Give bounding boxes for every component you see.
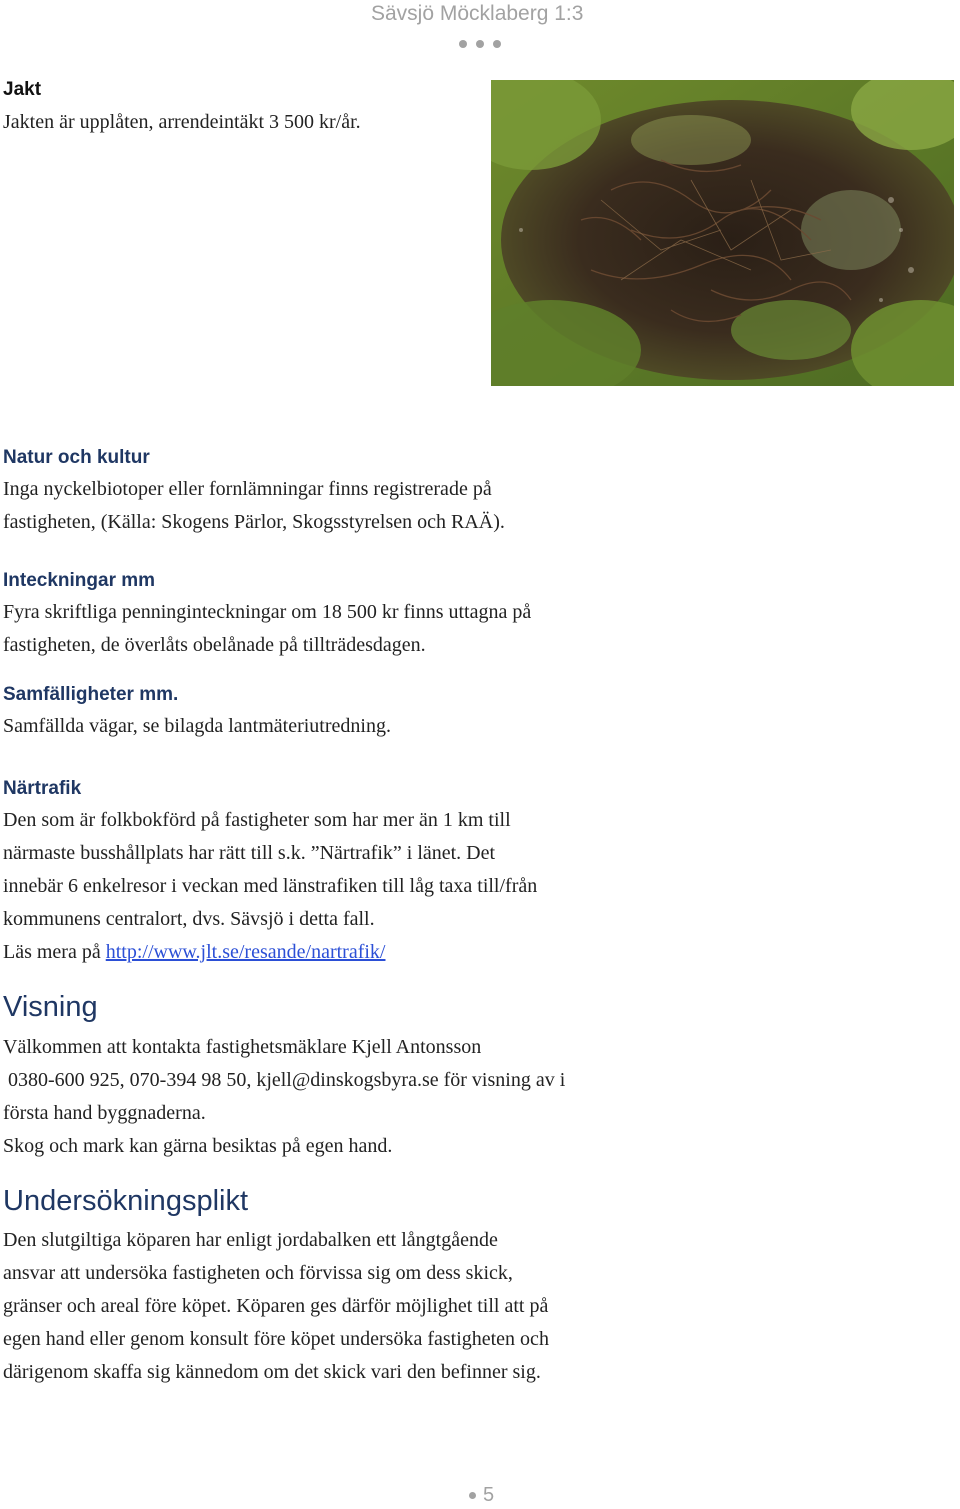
page-number: 5	[483, 1484, 495, 1506]
samfalligheter-heading: Samfälligheter mm.	[3, 684, 179, 705]
document-header-title: Sävsjö Möcklaberg 1:3	[371, 2, 584, 25]
jakt-heading: Jakt	[3, 79, 42, 100]
footer-dot	[469, 1492, 476, 1499]
nartrafik-text: Den som är folkbokförd på fastigheter som har mer än 1 km till närmaste busshållplats har rätt till s.k. ”Närtrafik” i länet. Det innebär 6 enkelresor i veckan med länstrafiken till låg taxa till/från kommunens centralort, dvs. Sävsjö i detta fall. Läs mera på http://www.jlt.se/resande/nartrafik/	[3, 809, 538, 963]
inteckningar-text: Fyra skriftliga penninginteckningar om 18 500 kr finns uttagna på fastigheten, de överlåts obelånade på tillträdesdagen.	[3, 601, 532, 656]
undersokningsplikt-text: Den slutgiltiga köparen har enligt jordabalken ett långtgående ansvar att undersöka fastigheten och förvissa sig om dess skick, gränser och areal före köpet. Köparen ges därför möjlighet till att på egen hand eller genom konsult före köpet undersöka fastigheten och därigenom skaffa sig kännedom om det skick vari den befinner sig.	[3, 1229, 549, 1383]
jakt-text: Jakten är upplåten, arrendeintäkt 3 500 kr/år.	[3, 111, 361, 133]
read-more-prefix: Läs mera på	[3, 941, 106, 963]
visning-heading: Visning	[3, 991, 98, 1023]
nartrafik-link[interactable]: http://www.jlt.se/resande/nartrafik/	[105, 941, 386, 963]
undersokningsplikt-heading: Undersökningsplikt	[3, 1185, 249, 1217]
natur-heading: Natur och kultur	[3, 447, 150, 468]
page-footer	[469, 1484, 494, 1507]
inteckningar-heading: Inteckningar mm	[3, 570, 156, 591]
visning-text: Välkommen att kontakta fastighetsmäklare Kjell Antonsson 0380-600 925, 070-394 98 50, kjell@dinskogsbyra.se för visning av i första hand byggnaderna. Skog och mark kan gärna besiktas på egen hand.	[3, 1036, 566, 1157]
forest-ground-photo	[491, 80, 954, 386]
samfalligheter-text: Samfällda vägar, se bilagda lantmäteriutredning.	[3, 715, 391, 737]
header-dots	[459, 40, 501, 48]
nartrafik-heading: Närtrafik	[3, 778, 82, 799]
natur-text: Inga nyckelbiotoper eller fornlämningar finns registrerade på fastigheten, (Källa: Skogens Pärlor, Skogsstyrelsen och RAÄ).	[3, 478, 505, 533]
